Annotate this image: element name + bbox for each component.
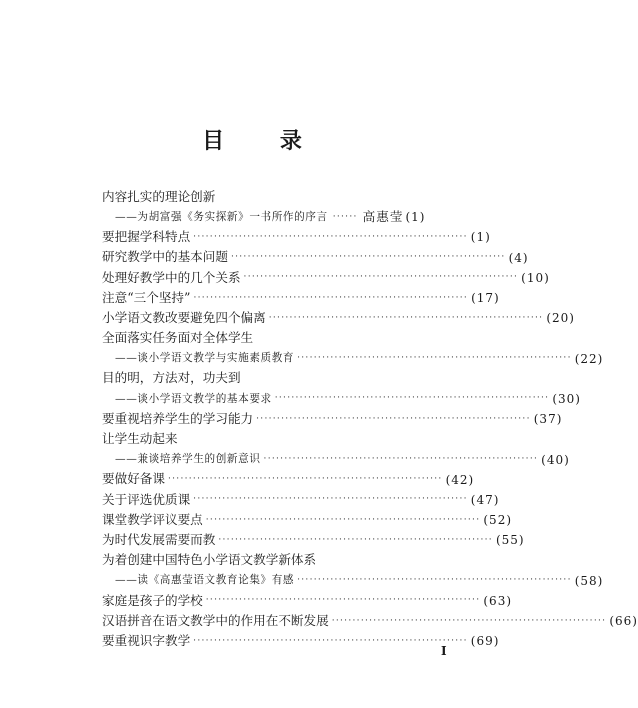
toc-page-number: (66) xyxy=(609,614,638,629)
toc-entry[interactable] xyxy=(102,227,491,247)
toc-entry-title: 注意“三个坚持” xyxy=(102,289,191,305)
toc-entry-title: 汉语拼音在语文教学中的作用在不断发展 xyxy=(102,612,329,628)
toc-entry-title: 要重视培养学生的学习能力 xyxy=(102,410,254,426)
toc-entry-author: 高惠莹 xyxy=(362,208,404,224)
leader-dots: ·································································· xyxy=(193,635,468,646)
toc-entry[interactable] xyxy=(102,530,525,550)
leader-dots: ·································································· xyxy=(263,454,539,465)
toc-entry[interactable] xyxy=(102,308,575,328)
toc-entry-title: 为着创建中国特色小学语文教学新体系 xyxy=(102,552,317,568)
table-of-contents xyxy=(102,187,638,651)
toc-page-number: (55) xyxy=(495,533,525,548)
leader-dots: ······ xyxy=(332,211,358,222)
toc-entry-title: ——读《高惠莹语文教育论集》有感 xyxy=(115,574,295,587)
leader-dots: ·································································· xyxy=(268,312,544,323)
toc-subtitle[interactable] xyxy=(102,207,458,227)
toc-page-number: (1) xyxy=(470,230,491,245)
toc-entry-title: 要做好备课 xyxy=(102,471,165,487)
toc-page-number: (4) xyxy=(508,250,529,265)
toc-page-number: (47) xyxy=(470,492,500,507)
toc-entry[interactable] xyxy=(102,510,513,530)
leader-dots: ·································································· xyxy=(205,514,481,525)
toc-entry[interactable] xyxy=(102,268,550,288)
toc-entry[interactable] xyxy=(102,328,458,348)
toc-entry[interactable] xyxy=(102,369,458,389)
toc-entry[interactable] xyxy=(102,470,475,490)
toc-page-number: (40) xyxy=(541,452,570,467)
toc-page-number: (42) xyxy=(445,472,475,487)
toc-entry[interactable] xyxy=(102,490,500,510)
leader-dots: ·································································· xyxy=(230,252,506,263)
toc-entry-title: 家庭是孩子的学校 xyxy=(102,592,203,608)
toc-entry-title: ——为胡富强《务实探新》一书所作的序言 xyxy=(115,210,328,223)
leader-dots: ·································································· xyxy=(193,231,468,242)
leader-dots: ·································································· xyxy=(274,393,550,404)
toc-entry-title: 小学语文教改要避免四个偏离 xyxy=(102,309,266,325)
toc-entry-title: ——谈小学语文教学的基本要求 xyxy=(115,392,272,405)
toc-page-number: (10) xyxy=(521,270,550,285)
toc-entry-title: 关于评选优质课 xyxy=(102,491,191,507)
toc-page-number: (69) xyxy=(470,634,500,649)
toc-entry-title: 全面落实任务面对全体学生 xyxy=(102,330,254,346)
toc-page-number: (20) xyxy=(546,311,575,326)
toc-entry[interactable] xyxy=(102,631,500,651)
toc-entry-title: ——兼谈培养学生的创新意识 xyxy=(115,453,261,466)
page-folio: I xyxy=(441,644,447,658)
toc-entry-title: 目的明，方法对，功夫到 xyxy=(102,370,241,386)
toc-page-number: (17) xyxy=(471,291,500,306)
toc-entry-title: ——谈小学语文教学与实施素质教育 xyxy=(115,352,295,365)
toc-entry[interactable] xyxy=(102,591,513,611)
toc-page-number: (58) xyxy=(574,573,604,588)
toc-page-number: (52) xyxy=(483,513,513,528)
leader-dots: ·································································· xyxy=(193,292,469,303)
toc-page-number: (1) xyxy=(405,210,426,225)
toc-entry[interactable] xyxy=(102,409,563,429)
leader-dots: ·································································· xyxy=(243,272,519,283)
toc-entry[interactable] xyxy=(102,187,458,207)
toc-subtitle[interactable] xyxy=(102,389,581,409)
leader-dots: ·································································· xyxy=(205,595,481,606)
leader-dots: ·································································· xyxy=(297,353,572,364)
toc-entry-title: 处理好教学中的几个关系 xyxy=(102,269,241,285)
toc-entry-title: 为时代发展需要而教 xyxy=(102,531,216,547)
leader-dots: ·································································· xyxy=(167,474,443,485)
toc-page-number: (30) xyxy=(552,391,581,406)
leader-dots: ·································································· xyxy=(256,413,531,424)
toc-subtitle[interactable] xyxy=(102,349,604,369)
toc-entry[interactable] xyxy=(102,248,529,268)
leader-dots: ·································································· xyxy=(218,534,493,545)
toc-entry-title: 内容扎实的理论创新 xyxy=(102,188,216,204)
toc-subtitle[interactable] xyxy=(102,571,604,591)
toc-entry-title: 课堂教学评议要点 xyxy=(102,511,203,527)
toc-subtitle[interactable] xyxy=(102,449,570,469)
toc-entry-title: 让学生动起来 xyxy=(102,431,178,447)
toc-entry[interactable] xyxy=(102,429,458,449)
toc-page-number: (37) xyxy=(533,412,563,427)
toc-page-number: (22) xyxy=(574,351,604,366)
leader-dots: ·································································· xyxy=(331,615,607,626)
toc-entry-title: 研究教学中的基本问题 xyxy=(102,249,228,265)
page-title: 目 录 xyxy=(202,128,326,154)
toc-entry-title: 要把握学科特点 xyxy=(102,229,191,245)
toc-page-number: (63) xyxy=(483,593,513,608)
toc-entry-title: 要重视识字教学 xyxy=(102,632,191,648)
toc-entry[interactable] xyxy=(102,611,638,631)
toc-entry[interactable] xyxy=(102,288,500,308)
leader-dots: ·································································· xyxy=(193,494,468,505)
leader-dots: ·································································· xyxy=(297,575,572,586)
toc-entry[interactable] xyxy=(102,550,458,570)
